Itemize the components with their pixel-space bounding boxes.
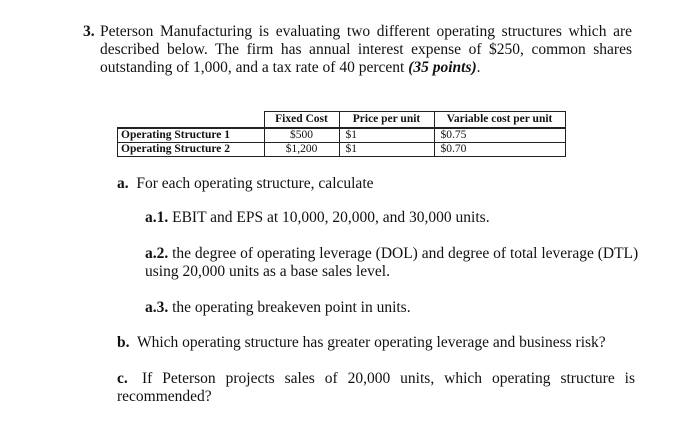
part-a-label: a. xyxy=(117,175,129,192)
part-a2-text: the degree of operating leverage (DOL) and degree of total leverage (DTL) using 20,000 units as a base sales level. xyxy=(145,245,639,280)
variable-cost-cell: $0.75 xyxy=(434,128,565,143)
part-b-label: b. xyxy=(117,334,130,351)
part-a2 xyxy=(145,245,642,281)
part-a1-text: EBIT and EPS at 10,000, 20,000, and 30,000 units. xyxy=(172,209,490,226)
question-end-punct: . xyxy=(476,59,481,76)
table-header-variable-cost: Variable cost per unit xyxy=(434,112,565,129)
table-row xyxy=(118,143,566,157)
question-statement xyxy=(100,23,632,77)
part-a1-label: a.1. xyxy=(145,209,169,226)
part-a3-label: a.3. xyxy=(145,299,169,316)
operating-structures-table xyxy=(117,111,566,157)
question-points: (35 points) xyxy=(408,59,477,76)
part-a3-text: the operating breakeven point in units. xyxy=(172,299,411,316)
table-header-price: Price per unit xyxy=(339,112,434,129)
table-header-corner xyxy=(118,112,265,129)
price-cell: $1 xyxy=(339,128,434,143)
part-c-text: If Peterson projects sales of 20,000 units, which operating structure is recommended? xyxy=(117,370,635,405)
part-a2-label: a.2. xyxy=(145,245,169,262)
part-c xyxy=(117,370,635,406)
table-row xyxy=(118,128,566,143)
fixed-cost-cell: $500 xyxy=(264,128,339,143)
part-b-text: Which operating structure has greater operating leverage and business risk? xyxy=(136,334,606,351)
table-header-row xyxy=(118,112,566,129)
part-c-body xyxy=(117,370,635,406)
part-a-text: For each operating structure, calculate xyxy=(136,175,374,192)
part-a3 xyxy=(145,299,411,317)
part-b xyxy=(117,334,606,352)
price-cell: $1 xyxy=(339,143,434,157)
variable-cost-cell: $0.70 xyxy=(434,143,565,157)
question-number: 3. xyxy=(83,23,95,40)
table-header-fixed-cost: Fixed Cost xyxy=(264,112,339,129)
part-a1 xyxy=(145,209,490,227)
part-a xyxy=(117,175,374,193)
part-c-label: c. xyxy=(117,370,128,387)
fixed-cost-cell: $1,200 xyxy=(264,143,339,157)
row-label: Operating Structure 1 xyxy=(118,128,265,143)
row-label: Operating Structure 2 xyxy=(118,143,265,157)
question-text: Peterson Manufacturing is evaluating two different operating structures which are described below. The firm has annual interest expense of $250, common shares outstanding of 1,000, and a tax rate of 40 percent xyxy=(100,23,632,76)
